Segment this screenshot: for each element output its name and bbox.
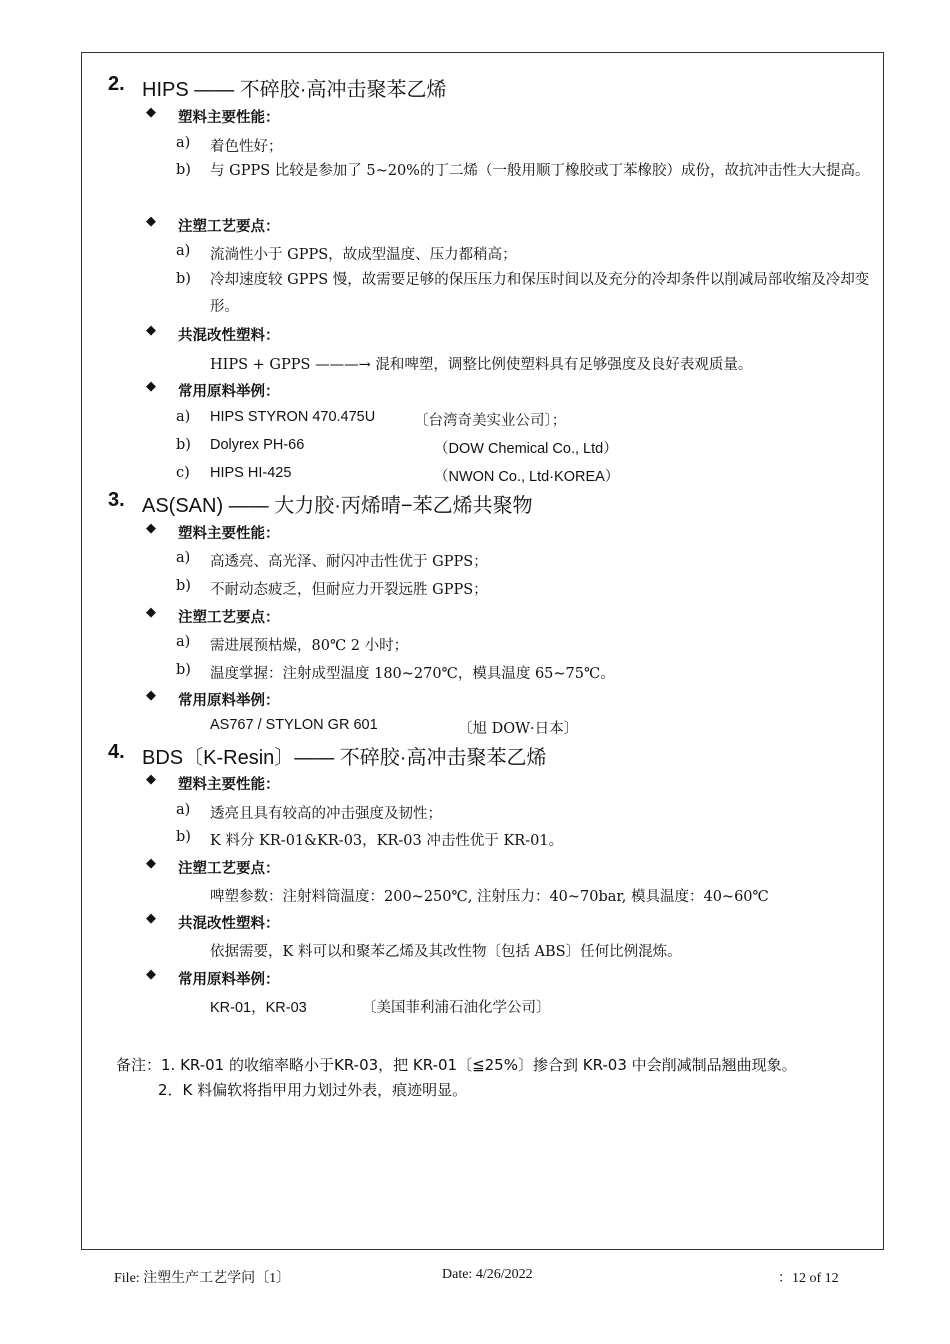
- section-number: 3.: [108, 489, 125, 511]
- diamond-bullet-icon: ◆: [146, 911, 156, 926]
- diamond-bullet-icon: ◆: [146, 323, 156, 338]
- footer-page: ：12 of 12: [778, 1271, 839, 1286]
- section-number: 4.: [108, 741, 125, 763]
- diamond-bullet-icon: ◆: [146, 379, 156, 394]
- diamond-bullet-icon: ◆: [146, 605, 156, 620]
- diamond-bullet-icon: ◆: [146, 521, 156, 536]
- blend-text: HIPS + GPPS ———→ 混和啤塑，调整比例使塑料具有足够强度及良好表观质量。: [210, 357, 753, 373]
- diamond-bullet-icon: ◆: [146, 688, 156, 703]
- section-title: BDS〔K-Resin〕—— 不碎胶·高冲击聚苯乙烯: [142, 747, 547, 769]
- blend-text: 依据需要，K 料可以和聚苯乙烯及其改性物〔包括 ABS〕任何比例混炼。: [210, 944, 682, 960]
- diamond-bullet-icon: ◆: [146, 214, 156, 229]
- section-title: AS(SAN) —— 大力胶·丙烯晴−苯乙烯共聚物: [142, 495, 533, 517]
- diamond-bullet-icon: ◆: [146, 772, 156, 787]
- diamond-bullet-icon: ◆: [146, 856, 156, 871]
- footer-file: File: 注塑生产工艺学问〔1〕: [114, 1271, 291, 1286]
- section-title: HIPS —— 不碎胶·高冲击聚苯乙烯: [142, 79, 447, 101]
- diamond-bullet-icon: ◆: [146, 967, 156, 982]
- section-number: 2.: [108, 73, 125, 95]
- note-line-2: 2．K 料偏软将指甲用力划过外表，痕迹明显。: [158, 1081, 468, 1099]
- note-line-1: 备注：1. KR-01 的收缩率略小于KR-03，把 KR-01〔≦25%〕掺合到 KR-03 中会削减制品翘曲现象。: [116, 1056, 797, 1074]
- diamond-bullet-icon: ◆: [146, 105, 156, 120]
- process-text: 啤塑参数：注射料筒温度：200~250℃, 注射压力：40~70bar, 模具温度：40~60℃: [210, 889, 769, 905]
- footer-date: Date: 4/26/2022: [442, 1267, 533, 1282]
